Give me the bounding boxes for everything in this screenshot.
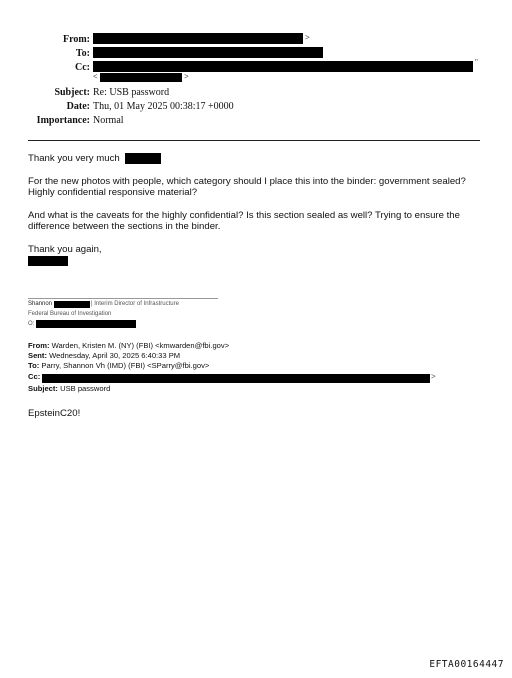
header-divider <box>28 140 480 141</box>
date-value: Thu, 01 May 2025 00:38:17 +0000 <box>93 101 234 112</box>
redaction-signature-surname <box>54 301 90 308</box>
body-paragraph-2: And what is the caveats for the highly confidential? Is this section sealed as well? Trying to ensure the difference between the sections in the binder. <box>28 210 460 233</box>
signature-phone-prefix: O: <box>28 321 35 327</box>
fwd-cc-angle: > <box>431 372 436 381</box>
cc-mark: " <box>475 58 478 67</box>
from-angle: > <box>305 33 310 42</box>
fwd-to: To: Parry, Shannon Vh (IMD) (FBI) <SParry@fbi.gov> <box>28 361 210 370</box>
subject-label: Subject: <box>54 87 90 98</box>
fwd-message: EpsteinC20! <box>28 408 81 419</box>
redaction-cc <box>93 61 473 72</box>
importance-label: Importance: <box>36 115 90 126</box>
from-label: From: <box>62 34 90 45</box>
signature-title: | Interim Director of Infrastructure <box>91 301 179 307</box>
redaction-fwd-cc <box>42 374 430 383</box>
importance-value: Normal <box>93 115 124 126</box>
redaction-cc-line2 <box>100 73 182 82</box>
fwd-cc: Cc: <box>28 372 41 381</box>
subject-value: Re: USB password <box>93 87 170 98</box>
fwd-from: From: Warden, Kristen M. (NY) (FBI) <kmwarden@fbi.gov> <box>28 341 230 350</box>
cc-label: Cc: <box>75 62 90 73</box>
body-thanks: Thank you very much <box>28 153 120 164</box>
redaction-to <box>93 47 323 58</box>
fwd-sent: Sent: Wednesday, April 30, 2025 6:40:33 PM <box>28 351 181 360</box>
to-label: To: <box>75 48 90 59</box>
fwd-subject: Subject: USB password <box>28 384 111 393</box>
cc-angle-open: < <box>93 72 98 81</box>
signature-org: Federal Bureau of Investigation <box>28 311 112 317</box>
redaction-thanks-name <box>125 153 161 164</box>
date-label: Date: <box>66 101 90 112</box>
bates-number: EFTA00164447 <box>429 659 504 670</box>
signature-name: Shannon <box>28 301 53 307</box>
signature-divider <box>28 298 218 299</box>
redaction-signature-phone <box>36 320 136 328</box>
body-closing: Thank you again, <box>28 244 102 255</box>
redaction-sender-name <box>28 256 68 266</box>
redaction-from <box>93 33 303 44</box>
body-paragraph-1: For the new photos with people, which category should I place this into the binder: government sealed? Highly confidential responsive material? <box>28 176 466 199</box>
cc-angle-close: > <box>184 72 189 81</box>
